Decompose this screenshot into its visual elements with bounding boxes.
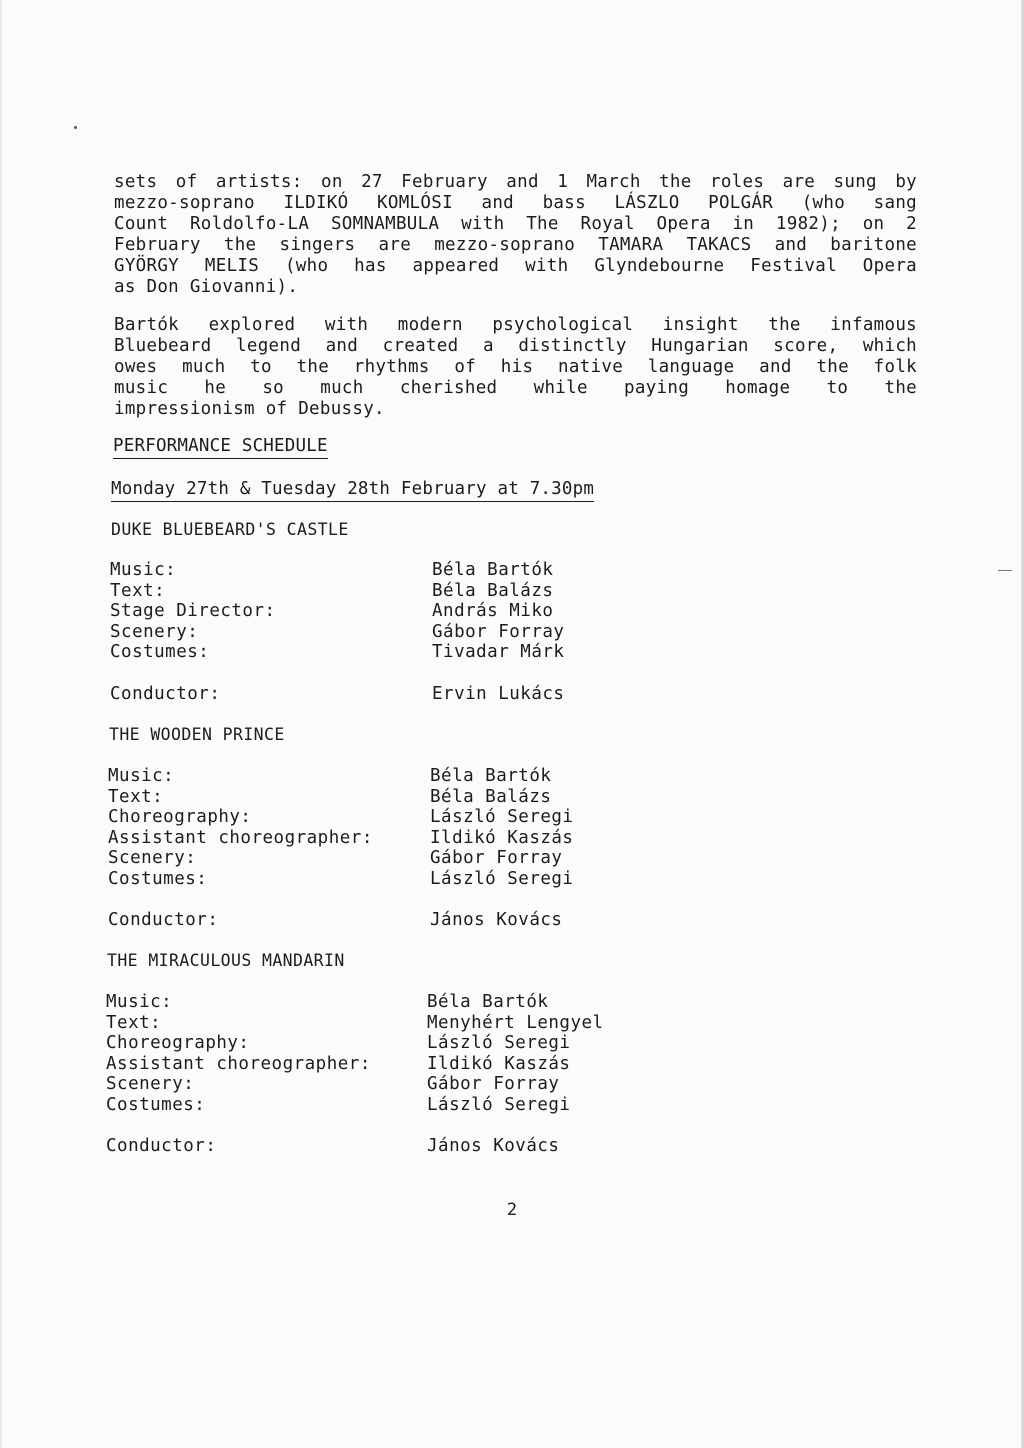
scan-speck xyxy=(74,126,77,129)
credit-role: Music: xyxy=(108,766,175,786)
credit-name: László Seregi xyxy=(430,807,574,827)
credit-name: Tivadar Márk xyxy=(432,642,565,662)
credit-role: Stage Director: xyxy=(110,601,276,621)
credit-role: Scenery: xyxy=(108,848,197,868)
credit-role: Music: xyxy=(110,560,177,580)
conductor-role: Conductor: xyxy=(106,1136,217,1156)
conductor-role: Conductor: xyxy=(110,683,221,704)
credit-name: Gábor Forray xyxy=(432,621,565,642)
credit-role: Costumes: xyxy=(106,1094,206,1115)
credit-role: Assistant choreographer: xyxy=(106,1053,371,1074)
credit-role: Costumes: xyxy=(110,642,210,662)
credit-role: Music: xyxy=(106,992,173,1012)
credit-role: Choreography: xyxy=(108,807,252,827)
credit-name: Gábor Forray xyxy=(430,848,563,868)
credit-role: Costumes: xyxy=(108,868,208,889)
bartok-paragraph xyxy=(114,315,917,420)
bartok-line: Bartók explored with modern psychological insight the infamous xyxy=(114,315,917,335)
credit-name: Béla Bartók xyxy=(430,766,552,786)
credit-role: Scenery: xyxy=(110,621,199,642)
conductor-name: János Kovács xyxy=(427,1136,560,1156)
credit-name: András Miko xyxy=(432,601,554,621)
intro-line: sets of artists: on 27 February and 1 March the roles are sung by xyxy=(114,172,917,192)
credit-name: Béla Bartók xyxy=(427,992,549,1012)
credit-role: Scenery: xyxy=(106,1074,195,1094)
date-heading: Monday 27th & Tuesday 28th February at 7.30pm xyxy=(111,479,594,502)
schedule-heading: PERFORMANCE SCHEDULE xyxy=(113,436,328,459)
credit-role: Choreography: xyxy=(106,1033,250,1053)
bartok-line: music he so much cherished while paying homage to the xyxy=(114,378,917,398)
conductor-role: Conductor: xyxy=(108,910,219,930)
scan-mark xyxy=(998,570,1012,571)
intro-line: Count Roldolfo-LA SOMNAMBULA with The Royal Opera in 1982); on 2 xyxy=(114,214,917,234)
credit-role: Text: xyxy=(108,786,164,807)
credit-name: Ildikó Kaszás xyxy=(427,1053,571,1074)
bartok-line: impressionism of Debussy. xyxy=(114,399,385,419)
credit-name: Ildikó Kaszás xyxy=(430,827,574,848)
credit-role: Assistant choreographer: xyxy=(108,827,373,848)
page-number: 2 xyxy=(506,1200,518,1220)
work-title: THE MIRACULOUS MANDARIN xyxy=(107,951,345,970)
intro-line: mezzo-soprano ILDIKÓ KOMLÓSI and bass LÁSZLO POLGÁR (who sang xyxy=(114,193,917,213)
credit-name: Menyhért Lengyel xyxy=(427,1012,604,1033)
bartok-line: owes much to the rhythms of his native language and the folk xyxy=(114,357,917,377)
scan-edge-left xyxy=(0,0,2,1448)
credit-name: Béla Balázs xyxy=(432,580,554,601)
credit-name: Gábor Forray xyxy=(427,1074,560,1094)
credit-role: Text: xyxy=(106,1012,162,1033)
credit-name: Béla Bartók xyxy=(432,560,554,580)
bartok-line: Bluebeard legend and created a distinctly Hungarian score, which xyxy=(114,336,917,356)
credit-role: Text: xyxy=(110,580,166,601)
credit-name: Béla Balázs xyxy=(430,786,552,807)
credit-name: László Seregi xyxy=(430,868,574,889)
conductor-name: Ervin Lukács xyxy=(432,683,565,704)
work-title: DUKE BLUEBEARD'S CASTLE xyxy=(111,520,349,539)
intro-line: as Don Giovanni). xyxy=(114,277,299,297)
intro-paragraph xyxy=(114,172,917,298)
work-title: THE WOODEN PRINCE xyxy=(109,725,285,744)
intro-line: GYÖRGY MELIS (who has appeared with Glyndebourne Festival Opera xyxy=(114,256,917,276)
credit-name: László Seregi xyxy=(427,1033,571,1053)
credit-name: László Seregi xyxy=(427,1094,571,1115)
intro-line: February the singers are mezzo-soprano TAMARA TAKACS and baritone xyxy=(114,235,917,255)
conductor-name: János Kovács xyxy=(430,910,563,930)
